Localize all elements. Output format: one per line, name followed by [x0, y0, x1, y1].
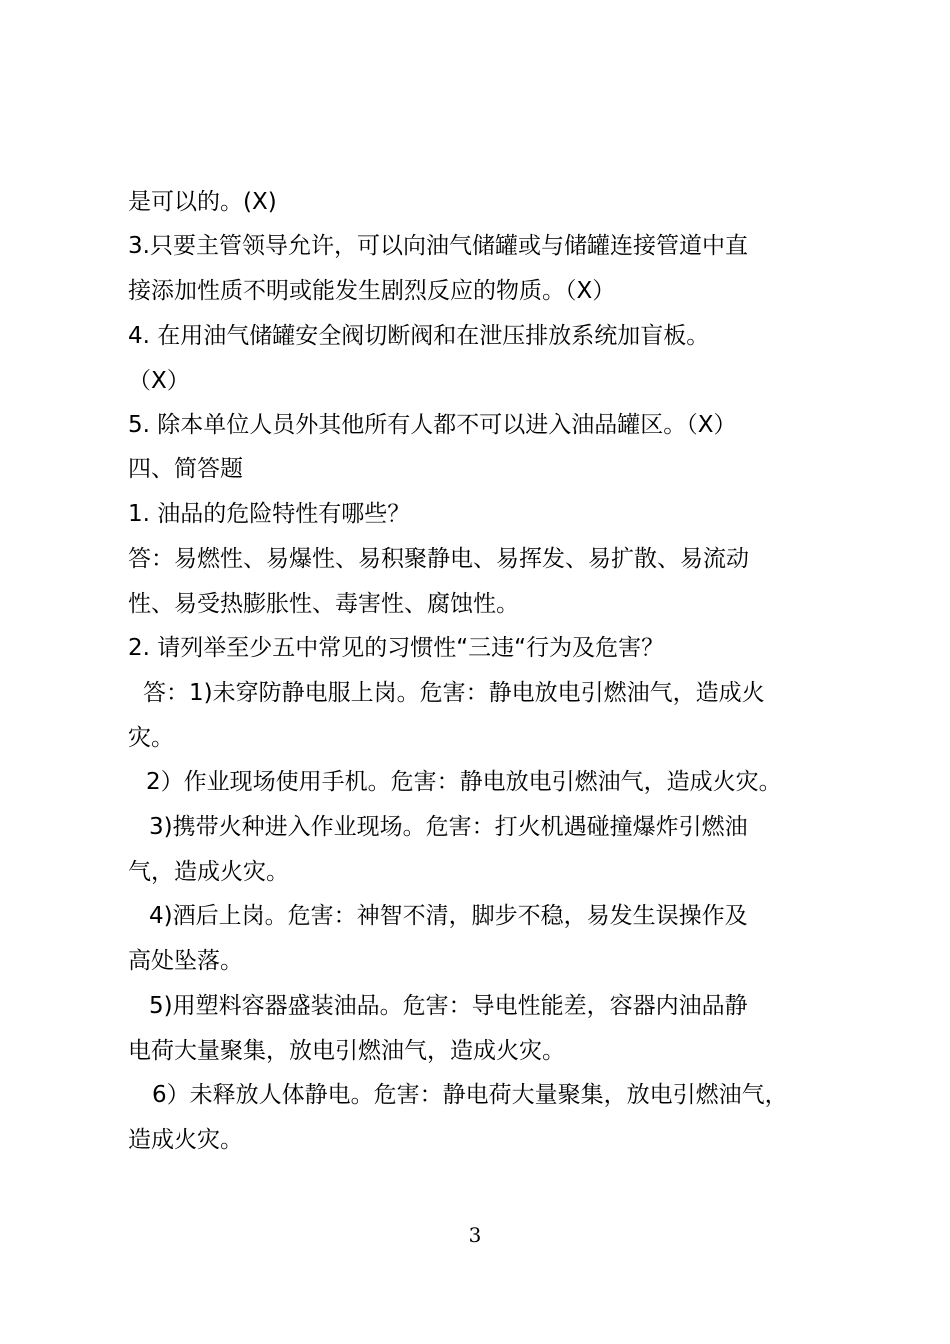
answer-line: 答：易燃性、易爆性、易积聚静电、易挥发、易扩散、易流动 [128, 546, 749, 572]
answer-line: 2）作业现场使用手机。危害：静电放电引燃油气，造成火灾。 [146, 769, 782, 795]
text-line: 接添加性质不明或能发生剧烈反应的物质。（X） [128, 278, 616, 304]
section-heading: 四、简答题 [128, 456, 243, 482]
question: 1. 油品的危险特性有哪些？ [128, 501, 411, 527]
answer-line: 造成火灾。 [128, 1127, 243, 1153]
answer-line: 3)携带火种进入作业现场。危害：打火机遇碰撞爆炸引燃油 [149, 814, 748, 840]
question: 2. 请列举至少五中常见的习惯性“三违“行为及危害？ [128, 635, 665, 661]
answer-line: 6）未释放人体静电。危害：静电荷大量聚集，放电引燃油气， [152, 1082, 788, 1108]
answer-line: 高处坠落。 [128, 948, 243, 974]
page-number: 3 [468, 1223, 482, 1247]
text-line: 5. 除本单位人员外其他所有人都不可以进入油品罐区。（X） [128, 412, 737, 438]
answer-line: 电荷大量聚集，放电引燃油气，造成火灾。 [128, 1038, 565, 1064]
answer-line: 气，造成火灾。 [128, 859, 289, 885]
answer-line: 答：1)未穿防静电服上岗。危害：静电放电引燃油气，造成火 [143, 680, 765, 706]
answer-line: 4)酒后上岗。危害：神智不清，脚步不稳，易发生误操作及 [149, 903, 748, 929]
answer-line: 性、易受热膨胀性、毒害性、腐蚀性。 [128, 591, 519, 617]
answer-line: 5)用塑料容器盛装油品。危害：导电性能差，容器内油品静 [149, 993, 748, 1019]
text-line: （X） [128, 368, 190, 394]
text-line: 是可以的。(X) [128, 189, 277, 215]
text-line: 4. 在用油气储罐安全阀切断阀和在泄压排放系统加盲板。 [128, 323, 710, 349]
answer-line: 灾。 [128, 725, 174, 751]
text-line: 3.只要主管领导允许，可以向油气储罐或与储罐连接管道中直 [128, 233, 748, 259]
